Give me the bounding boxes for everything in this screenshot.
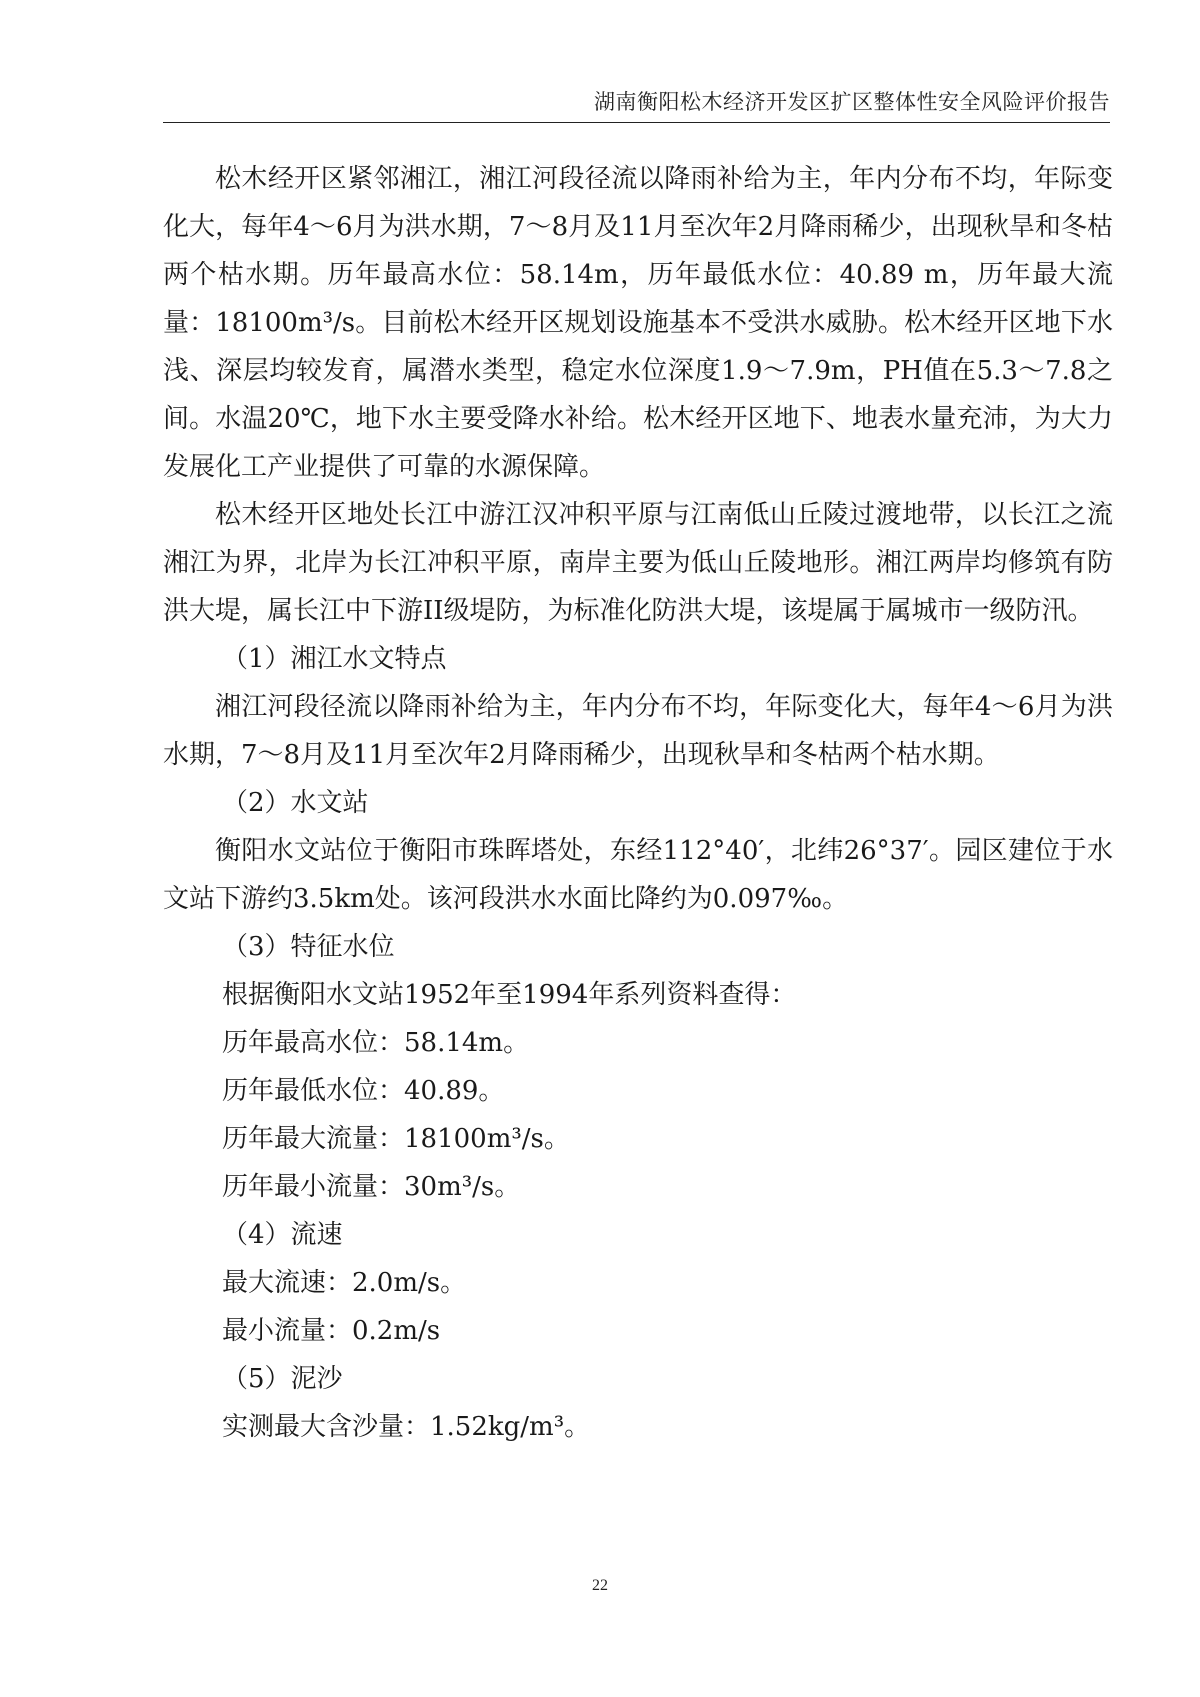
page-number: 22 [592, 1577, 608, 1594]
section-heading-water-level: （3）特征水位 [222, 932, 395, 962]
list-item: 根据衡阳水文站1952年至1994年系列资料查得： [222, 980, 797, 1010]
section-heading-xiangjiang: （1）湘江水文特点 [222, 644, 447, 674]
page-content [163, 155, 1113, 1451]
list-item: 实测最大含沙量：1.52kg/m³。 [222, 1412, 591, 1442]
header-title: 湖南衡阳松木经济开发区扩区整体性安全风险评价报告 [594, 90, 1110, 114]
list-item: 历年最低水位：40.89。 [222, 1076, 505, 1106]
paragraph-terrain: 松木经开区地处长江中游江汉冲积平原与江南低山丘陵过渡地带，以长江之流湘江为界，北岸为长江冲积平原，南岸主要为低山丘陵地形。湘江两岸均修筑有防洪大堤，属长江中下游II级堤防，为标准化防洪大堤，该堤属于属城市一级防汛。 [163, 500, 1113, 626]
list-item: 历年最高水位：58.14m。 [222, 1028, 530, 1058]
list-item: 历年最小流量：30m³/s。 [222, 1172, 521, 1202]
paragraph-hydrology-overview: 松木经开区紧邻湘江，湘江河段径流以降雨补给为主，年内分布不均，年际变化大，每年4～6月为洪水期，7～8月及11月至次年2月降雨稀少，出现秋旱和冬枯两个枯水期。历年最高水位：58.14m，历年最低水位：40.89 m，历年最大流量：18100m³/s。目前松木经开区规划设施基本不受洪水威胁。松木经开区地下水浅、深层均较发育，属潜水类型，稳定水位深度1.9～7.9m，PH值在5.3～7.8之间。水温20℃，地下水主要受降水补给。松木经开区地下、地表水量充沛，为大力发展化工产业提供了可靠的水源保障。 [163, 164, 1113, 482]
list-item: 最小流量：0.2m/s [222, 1316, 441, 1346]
page-header [163, 82, 1110, 123]
section-heading-sediment: （5）泥沙 [222, 1364, 343, 1394]
list-item: 最大流速：2.0m/s。 [222, 1268, 467, 1298]
page-footer [0, 1577, 1200, 1595]
paragraph-xiangjiang: 湘江河段径流以降雨补给为主，年内分布不均，年际变化大，每年4～6月为洪水期，7～8月及11月至次年2月降雨稀少，出现秋旱和冬枯两个枯水期。 [163, 692, 1113, 770]
list-item: 历年最大流量：18100m³/s。 [222, 1124, 570, 1154]
section-heading-velocity: （4）流速 [222, 1220, 343, 1250]
section-heading-station: （2）水文站 [222, 788, 369, 818]
paragraph-station: 衡阳水文站位于衡阳市珠晖塔处，东经112°40′，北纬26°37′。园区建位于水文站下游约3.5km处。该河段洪水水面比降约为0.097‰。 [163, 836, 1113, 914]
